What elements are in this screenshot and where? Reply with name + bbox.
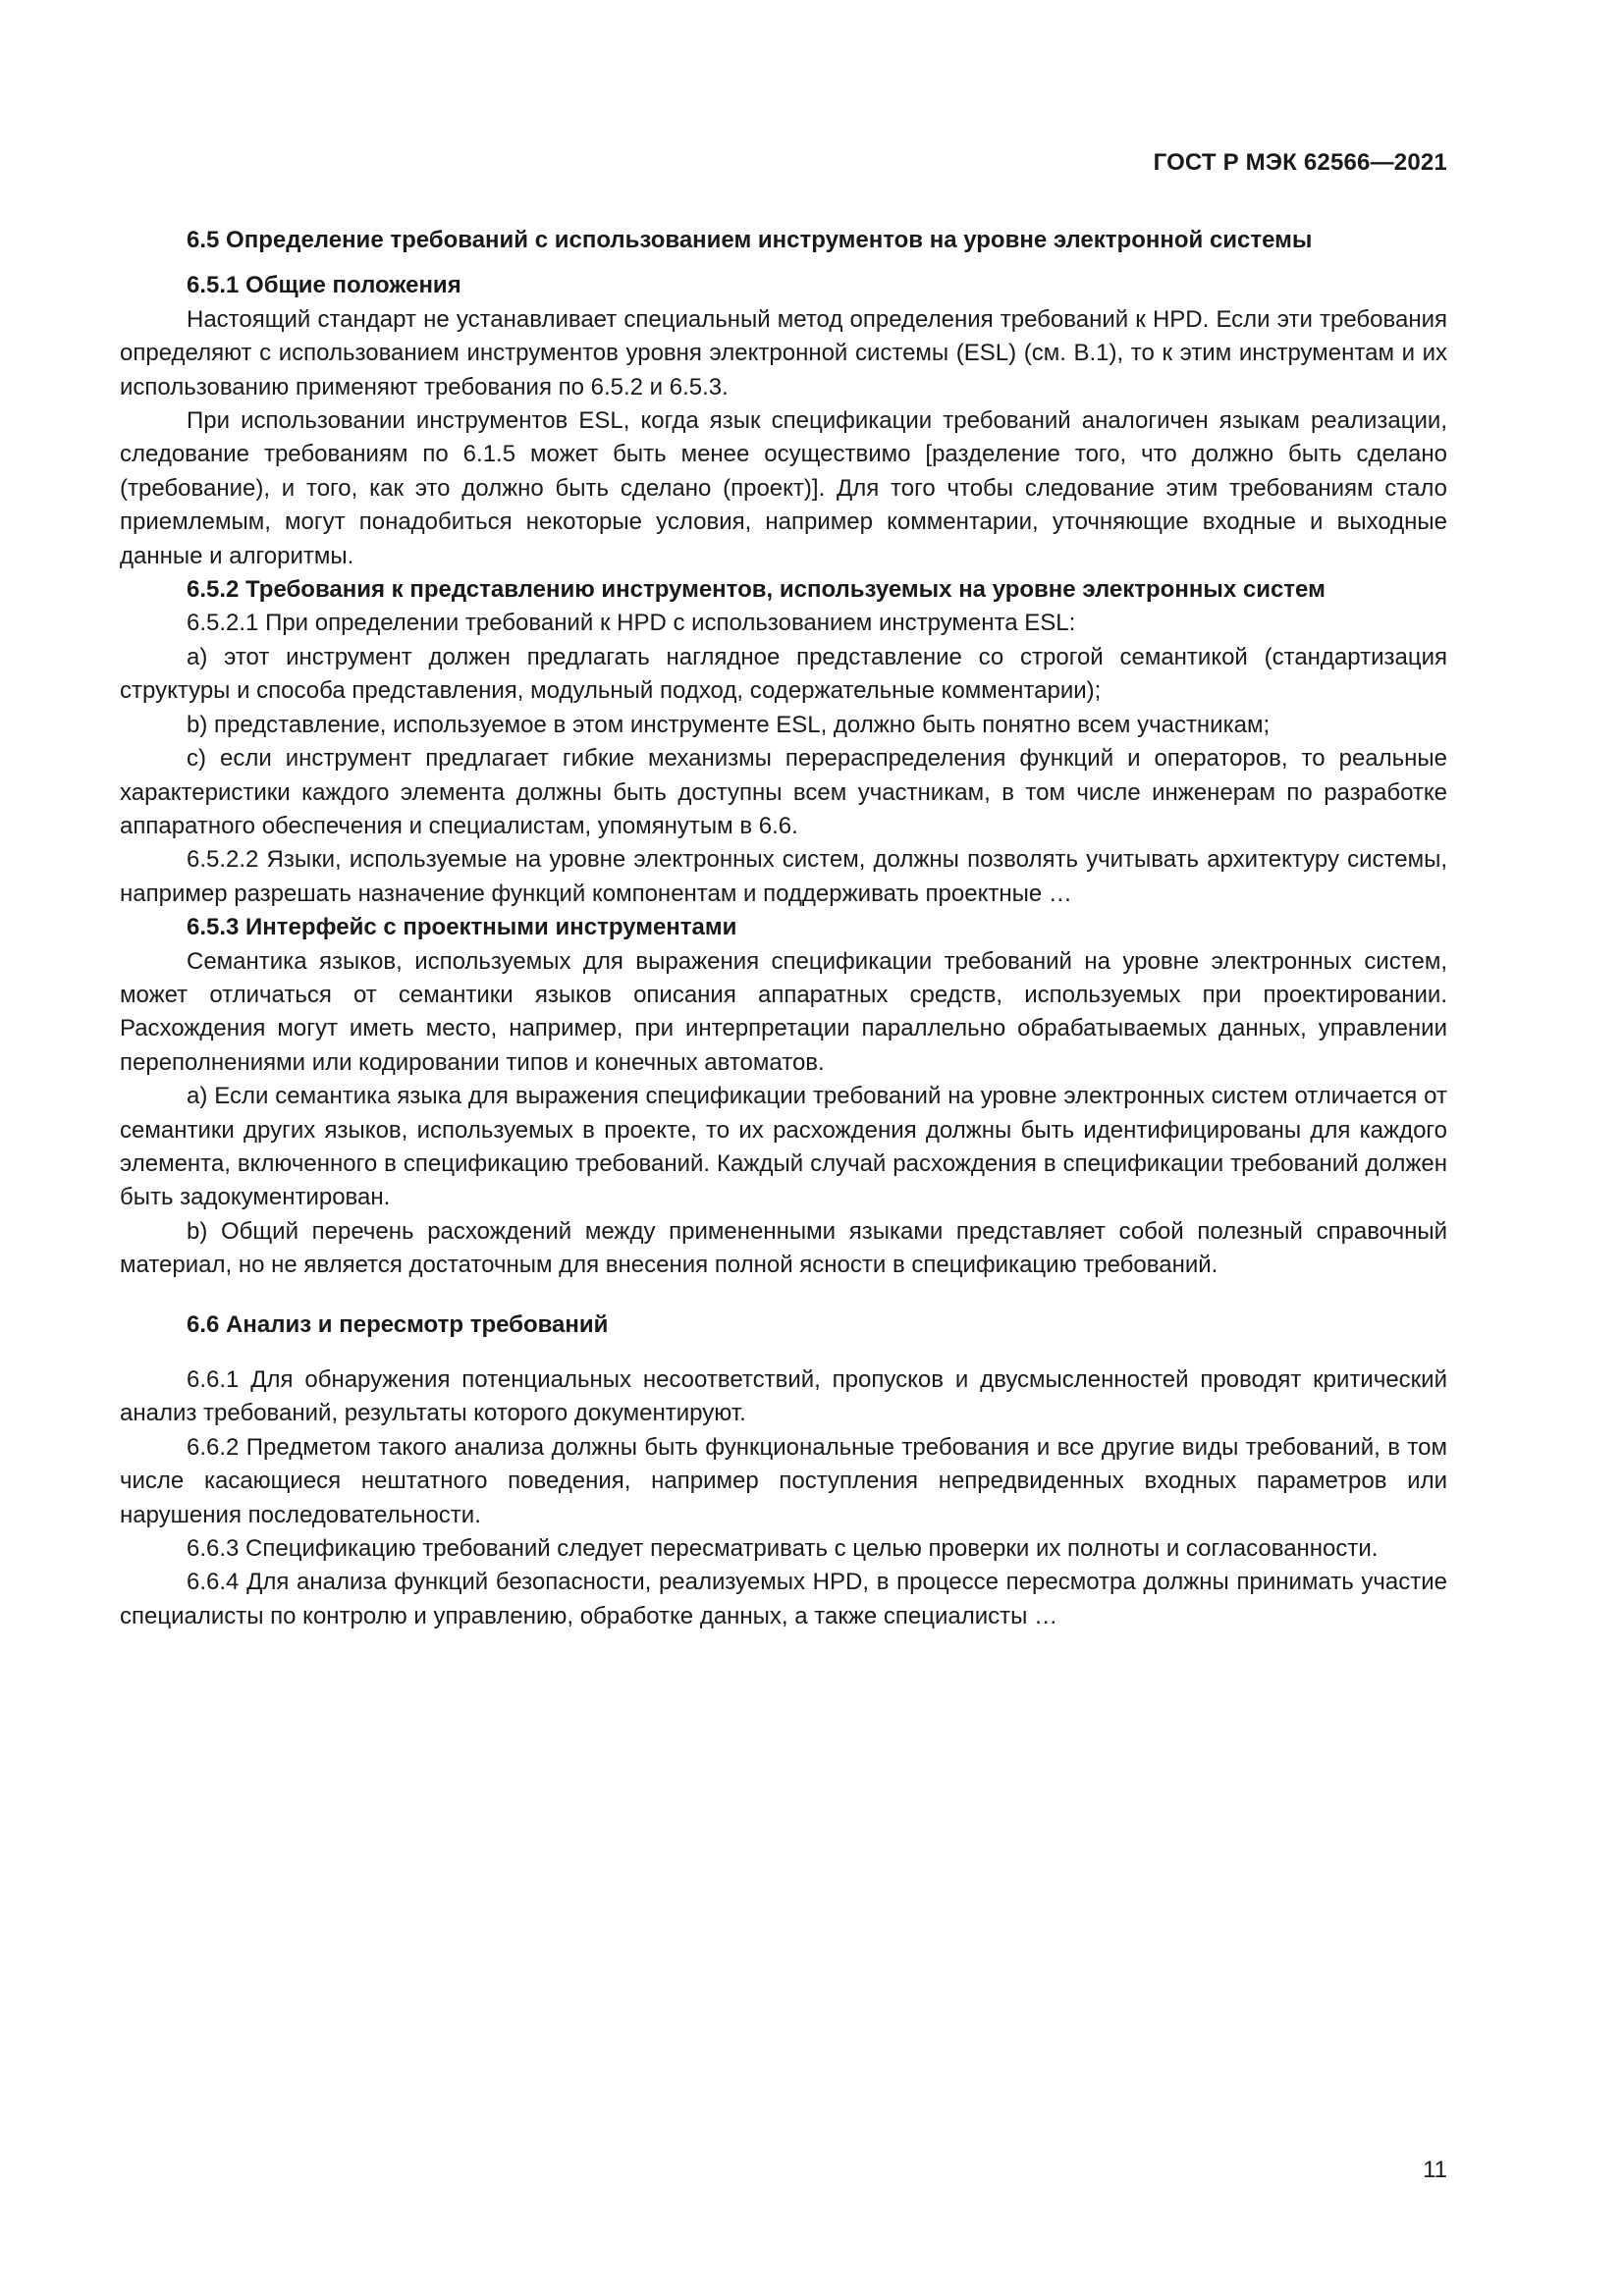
- section-heading-6-5: 6.5 Определение требований с использованием инструментов на уровне электронной системы: [187, 227, 1313, 253]
- subsection-heading-6-5-3: 6.5.3 Интерфейс с проектными инструментами: [187, 914, 737, 941]
- paragraph-6-5-1-2: При использовании инструментов ESL, когда язык спецификации требований аналогичен языкам реализации, следование требованиям по 6.1.5 может быть менее осуществимо [разделение того, что должно быть сделано (требование), и того, как это должно быть сделано (проект)]. Для того чтобы следование этим требованиям стало приемлемым, могут понадобиться некоторые условия, например комментарии, уточняющие входные и выходные данные и алгоритмы.: [120, 407, 1447, 569]
- paragraph-6-5-2-1: 6.5.2.1 При определении требований к HPD с использованием инструмента ESL:: [187, 610, 1076, 637]
- paragraph-6-5-1-1: Настоящий стандарт не устанавливает специальный метод определения требований к HPD. Если эти требования определяют с использованием инструментов уровня электронной системы (ESL) (см. B.1), то к этим инструментам и их использованию применяют требования по 6.5.2 и 6.5.3.: [120, 305, 1447, 400]
- paragraph-6-6-2: 6.6.2 Предметом такого анализа должны быть функциональные требования и все другие виды требований, в том числе касающиеся нештатного поведения, например поступления непредвиденных входных параметров или нарушения последовательности.: [120, 1433, 1447, 1528]
- subsection-heading-6-5-2: 6.5.2 Требования к представлению инструментов, используемых на уровне электронных систем: [187, 576, 1326, 604]
- list-item-6-5-2-1-a: a) этот инструмент должен предлагать наглядное представление со строгой семантикой (стандартизация структуры и способа представления, модульный подход, содержательные комментарии);: [120, 643, 1447, 705]
- section-heading-6-6: 6.6 Анализ и пересмотр требований: [187, 1310, 609, 1338]
- list-item-6-5-3-b: b) Общий перечень расхождений между примененными языками представляет собой полезный справочный материал, но не является достаточным для внесения полной ясности в спецификацию требований.: [120, 1217, 1447, 1279]
- document-body: [120, 224, 1447, 1633]
- paragraph-6-6-4: 6.6.4 Для анализа функций безопасности, реализуемых HPD, в процессе пересмотра должны принимать участие специалисты по контролю и управлению, обработке данных, а также специалисты …: [120, 1569, 1447, 1629]
- paragraph-6-6-1: 6.6.1 Для обнаружения потенциальных несоответствий, пропусков и двусмысленностей проводят критический анализ требований, результаты которого документируют.: [120, 1366, 1447, 1427]
- paragraph-6-5-2-2: 6.5.2.2 Языки, используемые на уровне электронных систем, должны позволять учитывать архитектуру системы, например разрешать назначение функций компонентам и поддерживать проектные …: [120, 846, 1447, 907]
- list-item-6-5-3-a: a) Если семантика языка для выражения спецификации требований на уровне электронных систем отличается от семантики других языков, используемых в проекте, то их расхождения должны быть идентифицированы для каждого элемента, включенного в спецификацию требований. Каждый случай расхождения в спецификации требований должен быть задокументирован.: [120, 1083, 1447, 1211]
- paragraph-6-6-3: 6.6.3 Спецификацию требований следует пересматривать с целью проверки их полноты и согласованности.: [187, 1535, 1379, 1563]
- page-number: 11: [1423, 2157, 1447, 2183]
- standard-designation: ГОСТ Р МЭК 62566—2021: [1153, 149, 1447, 176]
- list-item-6-5-2-1-b: b) представление, используемое в этом инструменте ESL, должно быть понятно всем участникам;: [187, 711, 1271, 738]
- subsection-heading-6-5-1: 6.5.1 Общие положения: [187, 272, 461, 299]
- paragraph-6-5-3-1: Семантика языков, используемых для выражения спецификации требований на уровне электронных систем, может отличаться от семантики языков описания аппаратных средств, используемых при проектировании. Расхождения могут иметь место, например, при интерпретации параллельно обрабатываемых данных, управлении переполнениями или кодировании типов и конечных автоматов.: [120, 947, 1447, 1076]
- list-item-6-5-2-1-c: c) если инструмент предлагает гибкие механизмы перераспределения функций и операторов, то реальные характеристики каждого элемента должны быть доступны всем участникам, в том числе инженерам по разработке аппаратного обеспечения и специалистам, упомянутым в 6.6.: [120, 745, 1447, 839]
